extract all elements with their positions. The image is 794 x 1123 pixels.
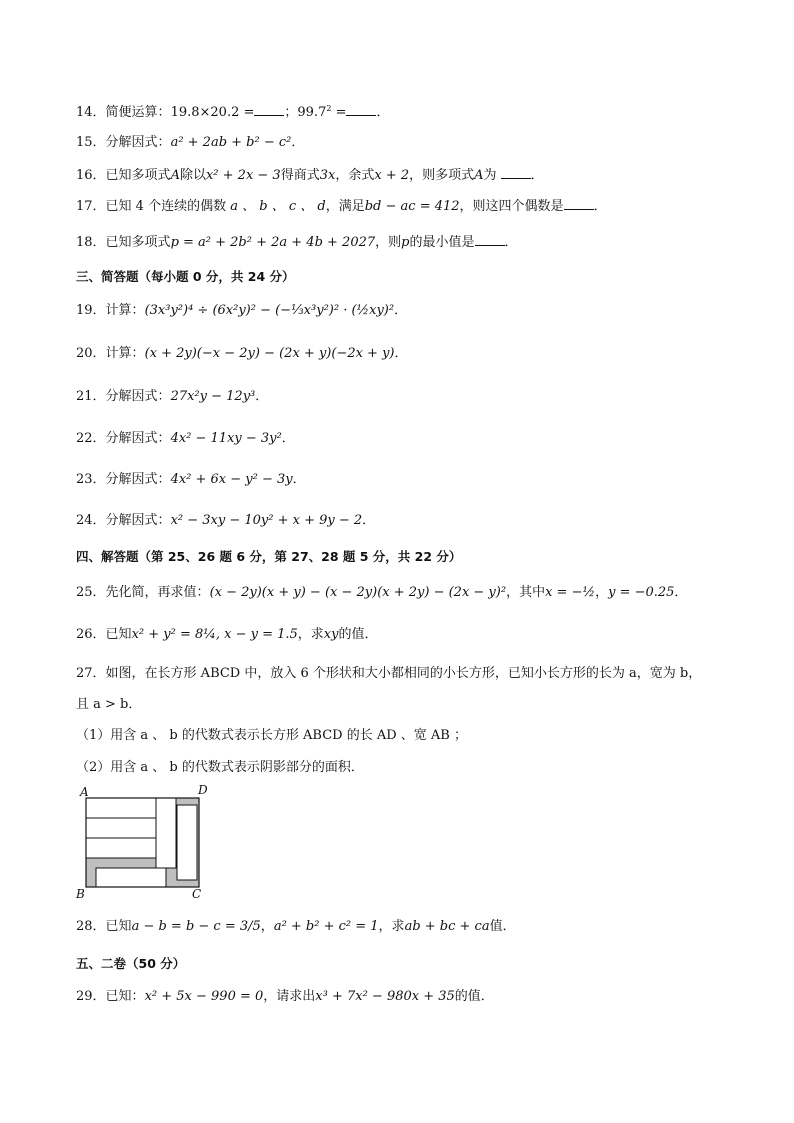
answer-blank[interactable] bbox=[254, 103, 284, 116]
question-22: 22．分解因式：4x² − 11xy − 3y²． bbox=[76, 431, 295, 446]
question-28: 28．已知a − b = b − c = 3/5，a² + b² + c² = 1，求ab + bc + ca值． bbox=[76, 919, 516, 934]
small-rect-4 bbox=[96, 868, 166, 887]
section-4-heading: 四、解答题（第 25、26 题 6 分，第 27、28 题 5 分，共 22 分） bbox=[76, 549, 462, 564]
label-d: D bbox=[198, 783, 208, 797]
question-25: 25．先化简，再求值：(x − 2y)(x + y) − (x − 2y)(x + 2y) − (2x − y)²，其中x = −½，y = −0.25． bbox=[76, 585, 688, 600]
small-rect-3 bbox=[86, 838, 156, 858]
answer-blank[interactable] bbox=[564, 197, 594, 210]
label-c: C bbox=[192, 887, 202, 901]
question-27-part1: （1）用含 a 、 b 的代数式表示长方形 ABCD 的长 AD 、宽 AB ； bbox=[76, 728, 467, 743]
answer-blank[interactable] bbox=[475, 233, 505, 246]
section-5-heading: 五、二卷（50 分） bbox=[76, 956, 186, 971]
question-18: 18．已知多项式p = a² + 2b² + 2a + 4b + 2027，则p的最小值是 ． bbox=[76, 235, 518, 250]
section-3-heading: 三、简答题（每小题 0 分，共 24 分） bbox=[76, 269, 295, 284]
answer-blank[interactable] bbox=[346, 103, 376, 116]
question-15: 15．分解因式：a² + 2ab + b² − c²． bbox=[76, 135, 305, 150]
rectangle-figure bbox=[74, 785, 214, 905]
question-29: 29．已知：x² + 5x − 990 = 0，请求出x³ + 7x² − 980x + 35的值． bbox=[76, 989, 494, 1004]
question-20: 20．计算：(x + 2y)(−x − 2y) − (2x + y)(−2x + y)． bbox=[76, 346, 408, 361]
question-26: 26．已知x² + y² = 8¼, x − y = 1.5，求xy的值． bbox=[76, 627, 378, 642]
question-17: 17．已知 4 个连续的偶数 a 、 b 、 c 、 d，满足bd − ac = 412，则这四个偶数是 ． bbox=[76, 199, 607, 214]
question-27-line2: 且 a > b． bbox=[76, 697, 142, 712]
label-a: A bbox=[80, 785, 89, 799]
question-21: 21．分解因式：27x²y − 12y³． bbox=[76, 389, 269, 404]
question-27-line1: 27．如图，在长方形 ABCD 中，放入 6 个形状和大小都相同的小长方形，已知小长方形的长为 a，宽为 b， bbox=[76, 666, 702, 681]
question-19: 19．计算：(3x³y²)⁴ ÷ (6x²y)² − (−⅓x³y²)² · (½xy)²． bbox=[76, 303, 408, 318]
question-16: 16．已知多项式A除以x² + 2x − 3得商式3x，余式x + 2，则多项式A为 ． bbox=[76, 168, 544, 183]
small-rect-1 bbox=[86, 798, 156, 818]
question-24: 24．分解因式：x² − 3xy − 10y² + x + 9y − 2． bbox=[76, 513, 376, 528]
small-rect-6 bbox=[177, 805, 197, 880]
question-14: 14．简便运算：19.8×20.2 = ；$99.7^2$ = ． bbox=[76, 104, 390, 120]
question-27-part2: （2）用含 a 、 b 的代数式表示阴影部分的面积． bbox=[76, 760, 364, 775]
small-rect-5 bbox=[156, 798, 176, 868]
answer-blank[interactable] bbox=[501, 166, 531, 179]
question-23: 23．分解因式：4x² + 6x − y² − 3y． bbox=[76, 472, 306, 487]
small-rect-2 bbox=[86, 818, 156, 838]
label-b: B bbox=[76, 887, 85, 901]
